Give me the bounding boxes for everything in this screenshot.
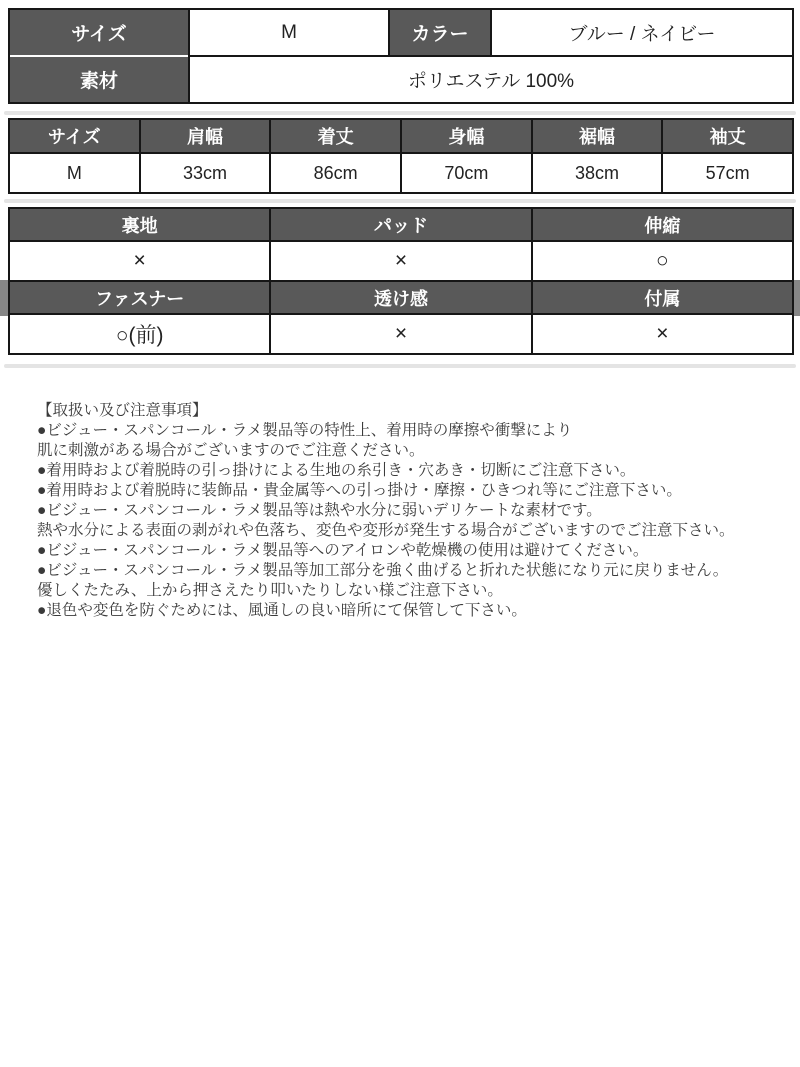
feature-value-pad: ×: [271, 242, 530, 280]
feature-header-sheerness: 透け感: [271, 282, 530, 313]
feature-header-pad: パッド: [271, 209, 530, 240]
feature-header-stretch: 伸縮: [533, 209, 792, 240]
note-line: 肌に刺激がある場合がございますのでご注意ください。: [37, 442, 425, 459]
color-header-cell: カラー: [390, 10, 490, 55]
measure-value-hem: 38cm: [533, 154, 662, 192]
feature-value-lining: ×: [10, 242, 269, 280]
color-value-cell: ブルー / ネイビー: [492, 10, 792, 55]
separator-bar: [4, 364, 796, 368]
measure-header-size: サイズ: [10, 120, 139, 152]
feature-value-stretch: ○: [533, 242, 792, 280]
feature-header-lining: 裏地: [10, 209, 269, 240]
size-value-cell: M: [190, 10, 388, 55]
measurements-table: [8, 118, 794, 194]
note-line: ●ビジュー・スパンコール・ラメ製品等加工部分を強く曲げると折れた状態になり元に戻りません。: [37, 562, 729, 579]
note-line: ●ビジュー・スパンコール・ラメ製品等へのアイロンや乾燥機の使用は避けてください。: [37, 542, 649, 559]
measure-value-length: 86cm: [271, 154, 400, 192]
separator-bar: [4, 111, 796, 115]
measure-value-width: 70cm: [402, 154, 531, 192]
handling-notes: [37, 401, 780, 621]
notes-title: 【取扱い及び注意事項】: [37, 402, 208, 419]
material-header-cell: 素材: [10, 57, 188, 102]
feature-value-sheerness: ×: [271, 315, 530, 353]
note-line: 熱や水分による表面の剥がれや色落ち、変色や変形が発生する場合がございますのでご注意下さい。: [37, 522, 735, 539]
feature-value-fastener: ○(前): [10, 315, 269, 353]
features-table: [8, 207, 794, 355]
material-value-cell: ポリエステル 100%: [190, 57, 792, 102]
note-line: ●着用時および着脱時の引っ掛けによる生地の糸引き・穴あき・切断にご注意下さい。: [37, 462, 636, 479]
measure-value-sleeve: 57cm: [663, 154, 792, 192]
measure-value-shoulder: 33cm: [141, 154, 270, 192]
note-line: 優しくたたみ、上から押さえたり叩いたりしない様ご注意下さい。: [37, 582, 503, 599]
feature-header-fastener: ファスナー: [10, 282, 269, 313]
size-header-cell: サイズ: [10, 10, 188, 55]
feature-value-accessories: ×: [533, 315, 792, 353]
measure-header-hem: 裾幅: [533, 120, 662, 152]
measure-header-sleeve: 袖丈: [663, 120, 792, 152]
note-line: ●ビジュー・スパンコール・ラメ製品等の特性上、着用時の摩擦や衝撃により: [37, 422, 573, 439]
measure-header-width: 身幅: [402, 120, 531, 152]
header-seam-divider: [10, 55, 188, 57]
measure-header-length: 着丈: [271, 120, 400, 152]
note-line: ●着用時および着脱時に装飾品・貴金属等への引っ掛け・摩擦・ひきつれ等にご注意下さい。: [37, 482, 682, 499]
note-line: ●退色や変色を防ぐためには、風通しの良い暗所にて保管して下さい。: [37, 602, 527, 619]
measure-header-shoulder: 肩幅: [141, 120, 270, 152]
measure-value-size: M: [10, 154, 139, 192]
separator-bar: [4, 199, 796, 203]
note-line: ●ビジュー・スパンコール・ラメ製品等は熱や水分に弱いデリケートな素材です。: [37, 502, 602, 519]
feature-header-accessories: 付属: [533, 282, 792, 313]
